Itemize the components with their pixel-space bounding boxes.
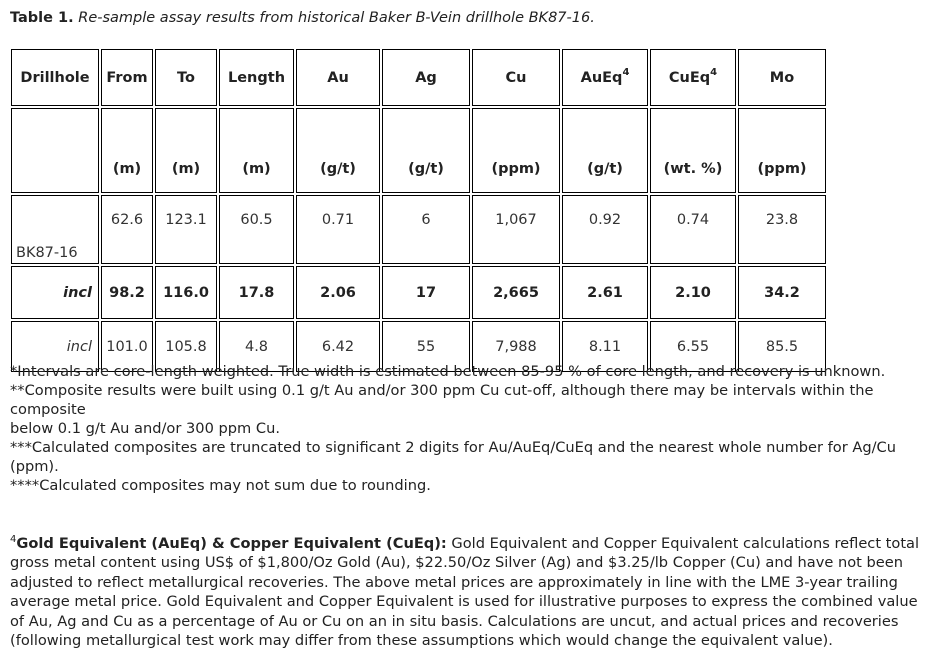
cell-length: 17.8 bbox=[219, 266, 294, 319]
unit-au: (g/t) bbox=[296, 108, 380, 193]
cell-to: 105.8 bbox=[155, 321, 217, 372]
unit-cueq: (wt. %) bbox=[650, 108, 736, 193]
header-mo: Mo bbox=[738, 49, 826, 106]
footnote-2-continued: below 0.1 g/t Au and/or 300 ppm Cu. bbox=[10, 420, 280, 437]
caption-label: Table 1. bbox=[10, 10, 74, 26]
equivalent-note-sup: 4 bbox=[10, 534, 17, 545]
header-aueq-label: AuEq bbox=[580, 69, 623, 86]
footnote-4: ****Calculated composites may not sum due to rounding. bbox=[10, 477, 431, 494]
cell-cu: 1,067 bbox=[472, 195, 560, 264]
caption-text: Re-sample assay results from historical Baker B-Vein drillhole BK87-16. bbox=[78, 10, 595, 26]
cell-to: 116.0 bbox=[155, 266, 217, 319]
cell-length: 60.5 bbox=[219, 195, 294, 264]
cell-cu: 2,665 bbox=[472, 266, 560, 319]
header-drillhole: Drillhole bbox=[11, 49, 99, 106]
assay-table bbox=[9, 47, 828, 374]
footnote-3: ***Calculated composites are truncated to significant 2 digits for Au/AuEq/CuEq and the nearest whole number for Ag/Cu (ppm). bbox=[10, 439, 896, 475]
cell-cueq: 2.10 bbox=[650, 266, 736, 319]
cell-mo: 34.2 bbox=[738, 266, 826, 319]
unit-ag: (g/t) bbox=[382, 108, 470, 193]
cell-mo: 23.8 bbox=[738, 195, 826, 264]
footnote-1: *Intervals are core-length weighted. True width is estimated between 85-95 % of core length, and recovery is unknown. bbox=[10, 363, 886, 380]
cell-cu: 7,988 bbox=[472, 321, 560, 372]
unit-aueq: (g/t) bbox=[562, 108, 648, 193]
cell-to: 123.1 bbox=[155, 195, 217, 264]
unit-length: (m) bbox=[219, 108, 294, 193]
cell-from: 101.0 bbox=[101, 321, 153, 372]
cell-au: 2.06 bbox=[296, 266, 380, 319]
cell-aueq: 2.61 bbox=[562, 266, 648, 319]
header-aueq bbox=[562, 49, 648, 106]
cell-drillhole: incl bbox=[11, 266, 99, 319]
cell-ag: 6 bbox=[382, 195, 470, 264]
cell-ag: 17 bbox=[382, 266, 470, 319]
equivalent-note-body: Gold Equivalent and Copper Equivalent calculations reflect total gross metal content using US$ of $1,800/Oz Gold (Au), $22.50/Oz Silver (Ag) and $3.25/lb Copper (Cu) and have not been adjusted to reflect metallurgical recoveries. The above metal prices are approximately in line with the LME 3-year trailing average metal price. Gold Equivalent and Copper Equivalent is used for illustrative purposes to express the combined value of Au, Ag and Cu as a percentage of Au or Cu on an in situ basis. Calculations are uncut, and actual prices and recoveries (following metallurgical test work may differ from these assumptions which would change the equivalent value). bbox=[10, 535, 920, 650]
cell-ag: 55 bbox=[382, 321, 470, 372]
table-row bbox=[11, 195, 826, 264]
unit-cu: (ppm) bbox=[472, 108, 560, 193]
units-row bbox=[11, 108, 826, 193]
cell-aueq: 0.92 bbox=[562, 195, 648, 264]
header-ag: Ag bbox=[382, 49, 470, 106]
table-footnotes bbox=[10, 362, 925, 495]
unit-to: (m) bbox=[155, 108, 217, 193]
header-length: Length bbox=[219, 49, 294, 106]
header-cueq bbox=[650, 49, 736, 106]
equivalent-note bbox=[10, 534, 925, 650]
table-caption bbox=[10, 10, 595, 26]
header-from: From bbox=[101, 49, 153, 106]
unit-mo: (ppm) bbox=[738, 108, 826, 193]
cell-au: 6.42 bbox=[296, 321, 380, 372]
header-to: To bbox=[155, 49, 217, 106]
table-row bbox=[11, 266, 826, 319]
cell-from: 98.2 bbox=[101, 266, 153, 319]
unit-from: (m) bbox=[101, 108, 153, 193]
header-row bbox=[11, 49, 826, 106]
header-cueq-label: CuEq bbox=[668, 69, 711, 86]
header-cu: Cu bbox=[472, 49, 560, 106]
header-au: Au bbox=[296, 49, 380, 106]
header-aueq-sup: 4 bbox=[622, 66, 630, 78]
cell-cueq: 0.74 bbox=[650, 195, 736, 264]
cell-aueq: 8.11 bbox=[562, 321, 648, 372]
footnote-2: **Composite results were built using 0.1 g/t Au and/or 300 ppm Cu cut-off, although there may be intervals within the composite bbox=[10, 382, 874, 418]
cell-drillhole: incl bbox=[11, 321, 99, 372]
equivalent-note-heading: Gold Equivalent (AuEq) & Copper Equivalent (CuEq): bbox=[16, 535, 447, 552]
cell-mo: 85.5 bbox=[738, 321, 826, 372]
header-cueq-sup: 4 bbox=[710, 66, 718, 78]
unit-drillhole bbox=[11, 108, 99, 193]
cell-from: 62.6 bbox=[101, 195, 153, 264]
cell-length: 4.8 bbox=[219, 321, 294, 372]
cell-cueq: 6.55 bbox=[650, 321, 736, 372]
cell-drillhole: BK87-16 bbox=[11, 195, 99, 264]
cell-au: 0.71 bbox=[296, 195, 380, 264]
